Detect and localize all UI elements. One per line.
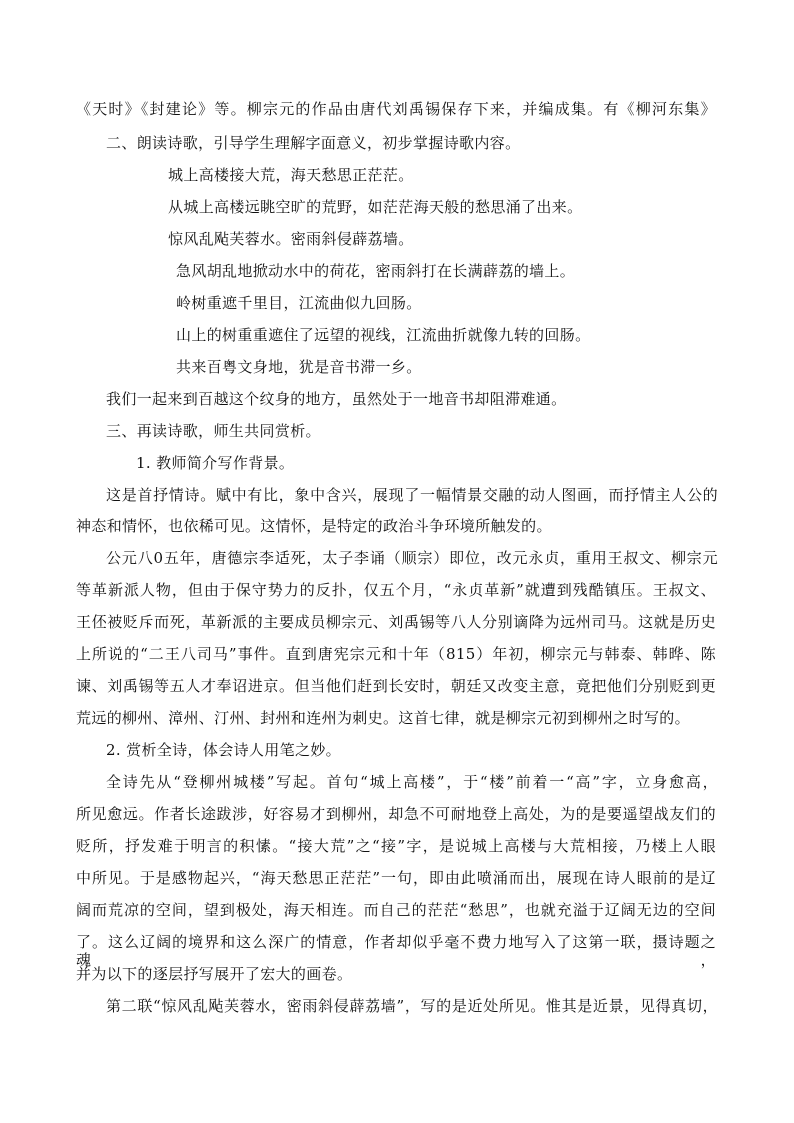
subsection-heading: 1. 教师简介写作背景。 bbox=[136, 454, 295, 472]
poem-line: 共来百粤文身地，犹是音书滞一乡。 bbox=[176, 358, 422, 376]
poem-translation: 从城上高楼远眺空旷的荒野，如茫茫海天般的愁思涌了出来。 bbox=[168, 198, 583, 216]
poem-translation: 山上的树重重遮住了远望的视线，江流曲折就像九转的回肠。 bbox=[176, 326, 591, 344]
paragraph-line: 中所见。于是感物起兴，“海天愁思正茫茫”一句，即由此喷涌而出，展现在诗人眼前的是辽 bbox=[76, 869, 716, 887]
poem-line: 惊风乱飐芙蓉水。密雨斜侵薜荔墙。 bbox=[168, 230, 414, 248]
section-heading: 三、再读诗歌，师生共同赏析。 bbox=[106, 422, 321, 440]
paragraph-line: 等革新派人物，但由于保守势力的反扑，仅五个月，“永贞革新”就遭到残酷镇压。王叔文、 bbox=[76, 581, 716, 599]
text-line: 《天时》《封建论》等。柳宗元的作品由唐代刘禹锡保存下来，并编成集。有《柳河东集》 bbox=[76, 100, 716, 118]
paragraph-line: 第二联“惊风乱飐芙蓉水，密雨斜侵薜荔墙”，写的是近处所见。惟其是近景，见得真切， bbox=[106, 997, 718, 1015]
paragraph-line: 阔而荒凉的空间，望到极处，海天相连。而自己的茫茫“愁思”，也就充溢于辽阔无边的空间 bbox=[76, 901, 716, 919]
paragraph-line: 上所说的“二王八司马”事件。直到唐宪宗元和十年（815）年初，柳宗元与韩泰、韩晔、陈 bbox=[76, 645, 716, 663]
section-heading: 二、朗读诗歌，引导学生理解字面意义，初步掌握诗歌内容。 bbox=[106, 134, 521, 152]
poem-translation: 急风胡乱地掀动水中的荷花，密雨斜打在长满薜荔的墙上。 bbox=[176, 262, 576, 280]
paragraph-line: 公元八0五年，唐德宗李适死，太子李诵（顺宗）即位，改元永贞，重用王叔文、柳宗元 bbox=[106, 549, 718, 567]
subsection-heading: 2. 赏析全诗，体会诗人用笔之妙。 bbox=[106, 741, 342, 759]
paragraph-line: 并为以下的逐层抒写展开了宏大的画卷。 bbox=[76, 965, 353, 983]
paragraph-line: 谏、刘禹锡等五人才奉诏进京。但当他们赶到长安时，朝廷又改变主意，竟把他们分别贬到更 bbox=[76, 677, 716, 695]
paragraph-line: 荒远的柳州、漳州、汀州、封州和连州为刺史。这首七律，就是柳宗元初到柳州之时写的。 bbox=[76, 709, 691, 727]
poem-line: 岭树重遮千里目，江流曲似九回肠。 bbox=[176, 294, 422, 312]
paragraph-line: 这是首抒情诗。赋中有比，象中含兴，展现了一幅情景交融的动人图画，而抒情主人公的 bbox=[106, 486, 718, 504]
paragraph-line: 所见愈远。作者长途跋涉，好容易才到柳州，却急不可耐地登上高处，为的是要遥望战友们的 bbox=[76, 805, 716, 823]
paragraph-line: 贬所，抒发难于明言的积愫。“接大荒”之“接”字，是说城上高楼与大荒相接，乃楼上人眼 bbox=[76, 837, 716, 855]
poem-line: 城上高楼接大荒，海天愁思正茫茫。 bbox=[168, 166, 414, 184]
paragraph-line: 王伾被贬斥而死，革新派的主要成员柳宗元、刘禹锡等八人分别谪降为远州司马。这就是历史 bbox=[76, 613, 716, 631]
poem-translation: 我们一起来到百越这个纹身的地方，虽然处于一地音书却阻滞难通。 bbox=[106, 390, 567, 408]
paragraph-line: 神态和情怀，也依稀可见。这情怀，是特定的政治斗争环境所触发的。 bbox=[76, 517, 552, 535]
paragraph-line: 了。这么辽阔的境界和这么深广的情意，作者却似乎毫不费力地写入了这第一联，摄诗题之魂， bbox=[76, 933, 716, 969]
paragraph-line: 全诗先从“登柳州城楼”写起。首句“城上高楼”，于“楼”前着一“高”字，立身愈高， bbox=[106, 773, 718, 791]
